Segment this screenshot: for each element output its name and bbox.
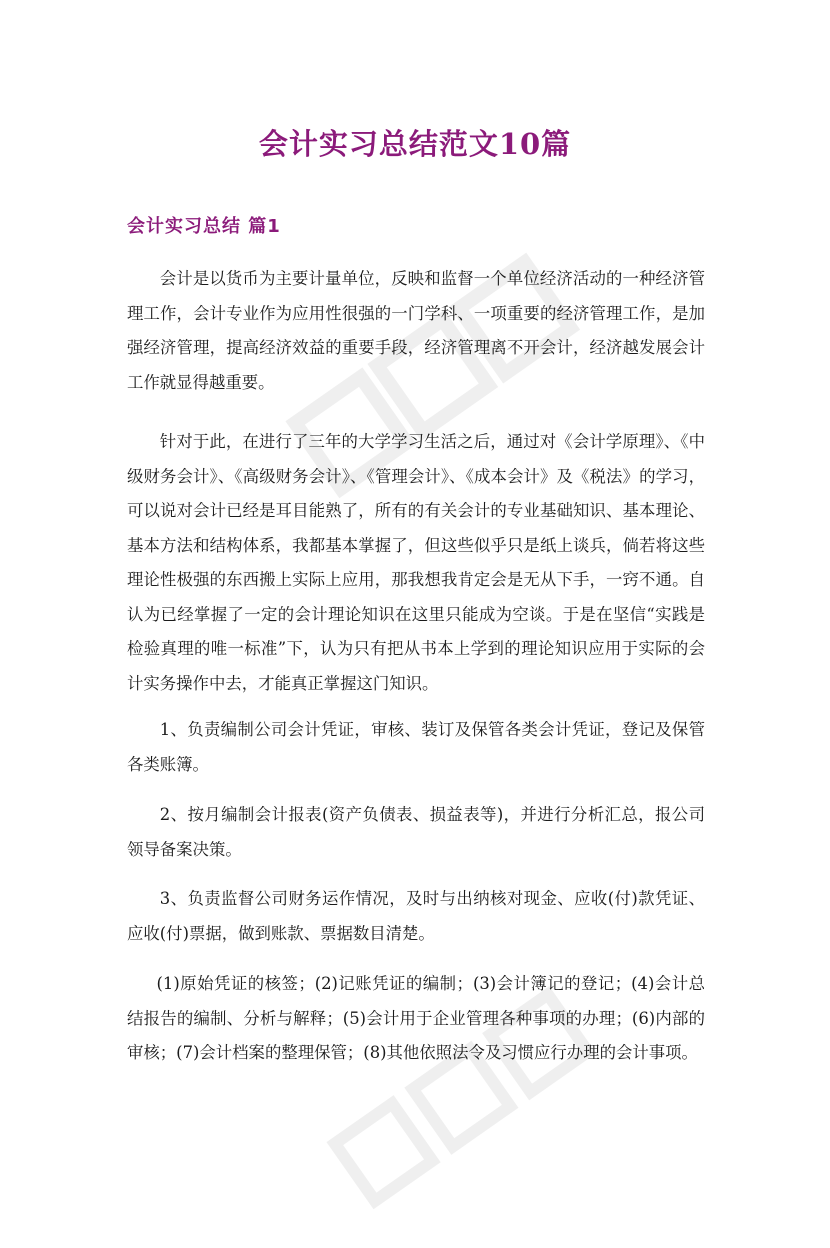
paragraph-duty-3: 3、负责监督公司财务运作情况，及时与出纳核对现金、应收(付)款凭证、应收(付)票据，做到账款、票据数目清楚。 (127, 889, 705, 943)
document-title: 会计实习总结范文10篇 (258, 127, 572, 161)
paragraph-intro: 会计是以货币为主要计量单位，反映和监督一个单位经济活动的一种经济管理工作，会计专业作为应用性很强的一门学科、一项重要的经济管理工作，是加强经济管理，提高经济效益的重要手段，经济管理离不开会计，经济越发展会计工作就显得越重要。 (127, 269, 705, 392)
paragraph-background: 针对于此，在进行了三年的大学学习生活之后，通过对《会计学原理》、《中级财务会计》、《高级财务会计》、《管理会计》、《成本会计》及《税法》的学习，可以说对会计已经是耳目能熟了，所有的有关会计的专业基础知识、基本理论、基本方法和结构体系，我都基本掌握了，但这些似乎只是纸上谈兵，倘若将这些理论性极强的东西搬上实际上应用，那我想我肯定会是无从下手，一窍不通。自认为已经掌握了一定的会计理论知识在这里只能成为空谈。于是在坚信“实践是检验真理的唯一标准”下，认为只有把从书本上学到的理论知识应用于实际的会计实务操作中去，才能真正掌握这门知识。 (127, 432, 705, 693)
paragraph-duty-2: 2、按月编制会计报表(资产负债表、损益表等)，并进行分析汇总，报公司领导备案决策。 (127, 805, 705, 859)
section-heading: 会计实习总结 篇1 (127, 216, 281, 237)
paragraph-duty-list: (1)原始凭证的核签；(2)记账凭证的编制；(3)会计簿记的登记；(4)会计总结报告的编制、分析与解释；(5)会计用于企业管理各种事项的办理；(6)内部的审核；(7)会计档案的整理保管；(8)其他依照法令及习惯应行办理的会计事项。 (127, 974, 705, 1062)
paragraph-duty-1: 1、负责编制公司会计凭证，审核、装订及保管各类会计凭证，登记及保管各类账簿。 (127, 720, 705, 774)
